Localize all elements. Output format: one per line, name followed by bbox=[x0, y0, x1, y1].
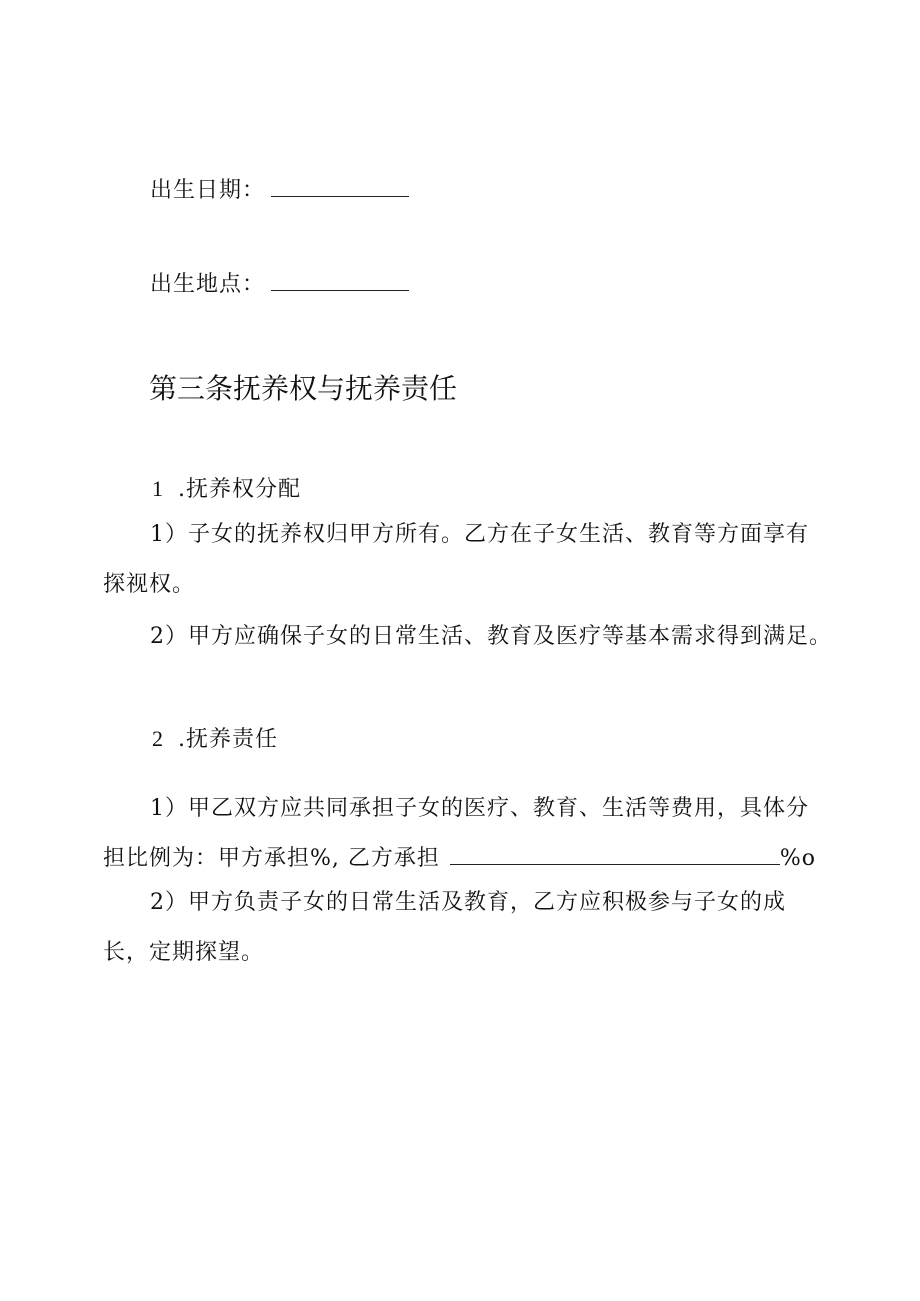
birth-date-label: 出生日期： bbox=[150, 178, 266, 203]
custody-number: 1 bbox=[152, 476, 164, 501]
custody-item-1-line-2: 探视权。 bbox=[103, 572, 196, 597]
ratio-blank[interactable] bbox=[450, 844, 780, 865]
responsibility-item-2-line-2: 长，定期探望。 bbox=[103, 940, 265, 965]
section-heading: 第三条抚养权与抚养责任 bbox=[149, 372, 458, 405]
custody-item-2: 2）甲方应确保子女的日常生活、教育及医疗等基本需求得到满足。 bbox=[150, 624, 832, 649]
responsibility-item-1-line-2 bbox=[103, 844, 816, 874]
responsibility-subheading bbox=[152, 724, 278, 755]
responsibility-title: .抚养责任 bbox=[178, 727, 278, 752]
responsibility-item-1-line-1: 1）甲乙双方应共同承担子女的医疗、教育、生活等费用，具体分 bbox=[150, 796, 809, 821]
birth-date-row bbox=[150, 176, 409, 206]
birth-place-blank[interactable] bbox=[271, 270, 409, 291]
birth-place-label: 出生地点： bbox=[150, 272, 266, 297]
ratio-prefix: 担比例为：甲方承担%, 乙方承担 bbox=[103, 846, 440, 871]
responsibility-item-2-line-1: 2）甲方负责子女的日常生活及教育，乙方应积极参与子女的成 bbox=[150, 890, 786, 915]
custody-subheading bbox=[152, 474, 301, 505]
custody-title: .抚养权分配 bbox=[178, 477, 301, 502]
ratio-suffix: %o bbox=[779, 846, 817, 871]
custody-item-1-line-1: 1）子女的抚养权归甲方所有。乙方在子女生活、教育等方面享有 bbox=[150, 522, 809, 547]
birth-date-blank[interactable] bbox=[271, 176, 409, 197]
responsibility-number: 2 bbox=[152, 726, 164, 751]
birth-place-row bbox=[150, 270, 409, 300]
